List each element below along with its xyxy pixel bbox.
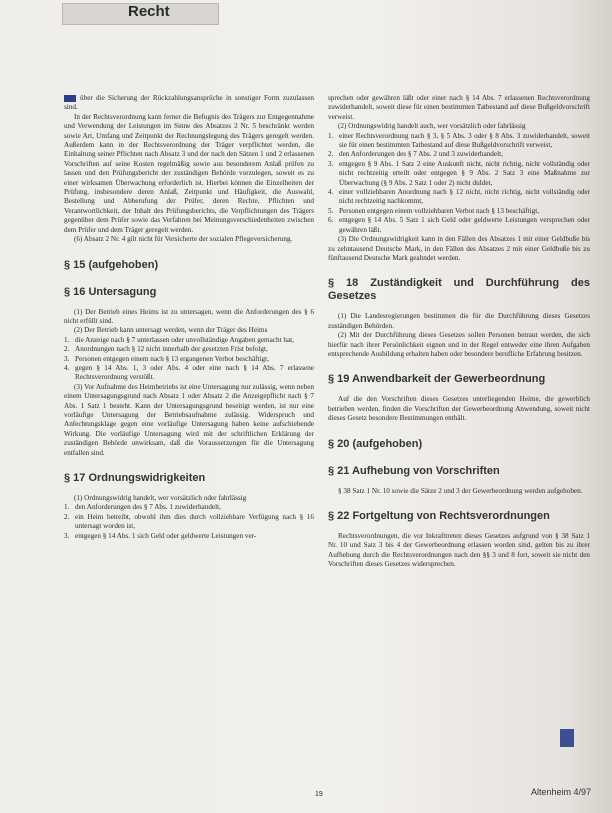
- paragraph: (3) Vor Aufnahme des Heimbetriebs ist eine Untersagung nur zulässig, wenn neben einem Untersagungsgrund nach Absatz 1 oder Absatz 2 die Anzeigepflicht nach § 7 Abs. 1 Satz 1 besteht. Kann der Untersagungsgrund beseitigt werden, ist nur eine vorläufige Untersagung der Betriebsaufnahme zulässig. Widerspruch und Anfechtungsklage gegen eine vorläufige Untersagung haben keine aufschiebende Wirkung. Die vorläufige Untersagung wird mit der schriftlichen Erklärung der zuständigen Behörde unwirksam, daß die Voraussetzungen für die Untersagung entfallen sind.: [64, 382, 314, 457]
- section-heading: § 18 Zuständigkeit und Durchführung des Gesetzes: [328, 277, 590, 303]
- section-heading: § 15 (aufgehoben): [64, 258, 159, 271]
- paragraph: (3) Die Ordnungswidrigkeit kann in den Fällen des Absatzes 1 mit einer Geldbuße bis zu zehntausend Deutsche Mark, in den Fällen des Absatzes 2 mit einer Geldbuße bis zu fünftausend Deutsche Mark geahndet werden.: [328, 235, 590, 262]
- paragraph: (1) Ordnungswidrig handelt, wer vorsätzlich oder fahrlässig: [74, 494, 247, 502]
- list-item: 1. den Anforderungen des § 7 Abs. 1 zuwiderhandelt,: [64, 503, 221, 512]
- paragraph: (6) Absatz 2 Nr. 4 gilt nicht für Versicherte der sozialen Pflegeversicherung.: [74, 235, 293, 244]
- magazine-footer: Altenheim 4/97: [531, 787, 592, 797]
- list-item: 3. Personen entgegen einem nach § 13 ergangenen Verbot beschäftigt,: [64, 354, 269, 363]
- list-item: 2. Anordnungen nach § 12 nicht innerhalb der gesetzten Frist befolgt,: [64, 345, 268, 354]
- page-edge-marker: [560, 729, 574, 747]
- paragraph: (2) Der Betrieb kann untersagt werden, wenn der Träger des Heims: [74, 326, 268, 335]
- list-item: 4. einer vollziehbaren Anordnung nach § 12 nicht, nicht richtig, nicht vollständig oder nicht rechtzeitig nachkommt,: [328, 188, 590, 206]
- paragraph: über die Sicherung der Rückzahlungsansprüche in sonstiger Form zuzulassen sind.: [64, 94, 314, 112]
- list-item: 5. Personen entgegen einem vollziehbaren Verbot nach § 13 beschäftigt,: [328, 206, 540, 215]
- list-item: 1. die Anzeige nach § 7 unterlassen oder unvollständige Angaben gemacht hat,: [64, 335, 294, 344]
- list-item: 6. entgegen § 14 Abs. 5 Satz 1 sich Geld oder geldwerte Leistungen versprechen oder gewähren läßt.: [328, 216, 590, 234]
- paragraph: (2) Mit der Durchführung dieses Gesetzes sollen Personen betraut werden, die sich hierfür nach ihrer Persönlichkeit eignen und in der Regel entweder eine ihren Aufgaben entsprechende Ausbildung erhalten haben oder besondere berufliche Erfahrung besitzen.: [328, 331, 590, 358]
- section-title: Recht: [128, 3, 170, 20]
- list-item: 1. einer Rechtsverordnung nach § 3, § 5 Abs. 3 oder § 8 Abs. 3 zuwiderhandelt, soweit sie für einen bestimmten Tatbestand auf diese Bußgeldvorschrift verweist,: [328, 131, 590, 150]
- section-heading: § 16 Untersagung: [64, 285, 157, 298]
- paragraph: Rechtsverordnungen, die vor Inkrafttreten dieses Gesetzes aufgrund von § 38 Satz 1 Nr. 10 und Satz 3 bis 4 der Gewerbeordnung erlassen worden sind, gelten bis zu ihrer Aufhebung durch die Rechtsverordnungen nach den §§ 3 und 8 fort, soweit sie nicht den Vorschriften dieses Gesetzes widersprechen.: [328, 531, 590, 569]
- paragraph: In der Rechtsverordnung kann ferner die Befugnis des Trägers zur Entgegennahme und Verwendung der Leistungen im Sinne des Absatzes 2 Nr. 5 beschränkt werden sowie Art, Umfang und Zeitpunkt der Rechnungslegung des Trägers geregelt werden. Außerdem kann in der Rechtsverordnung der Träger verpflichtet werden, die Einhaltung seiner Pflichten nach Absatz 3 und der nach den Sätzen 1 und 2 erlassenen Vorschriften auf seine Kosten regelmäßig sowie aus besonderem Anlaß prüfen zu lassen und den Prüfungsbericht der zuständigen Behörde vorzulegen, soweit es zu einer wirksamen Überwachung erforderlich ist. Hierbei können die Einzelheiten der Prüfung, insbesondere deren Anlaß, Zeitpunkt und Häufigkeit, die Auswahl, Bestellung und Abberufung der Prüfer, deren Rechte, Pflichten und Verantwortlichkeit, der Inhalt des Prüfungsberichts, die Verpflichtungen des Trägers gegenüber dem Prüfer sowie das Verfahren bei Meinungsverschiedenheiten zwischen dem Prüfer und dem Träger geregelt werden.: [64, 112, 314, 234]
- list-item: 4. gegen § 14 Abs. 1, 3 oder Abs. 4 oder eine nach § 14 Abs. 7 erlassene Rechtsverordnung verstößt.: [64, 363, 314, 382]
- section-heading: § 17 Ordnungswidrigkeiten: [64, 472, 206, 484]
- right-column: [328, 94, 590, 570]
- section-heading: § 22 Fortgeltung von Rechtsverordnungen: [328, 509, 550, 522]
- list-item: 2. den Anforderungen des § 7 Abs. 2 und 3 zuwiderhandelt,: [328, 150, 503, 159]
- section-marker-icon: [64, 95, 76, 102]
- paragraph: sprechen oder gewähren läßt oder einer nach § 14 Abs. 7 erlassenen Rechtsverordnung zuwiderhandelt, soweit diese für einen bestimmten Tatbestand auf diese Bußgeldvorschrift verweist.: [328, 94, 590, 121]
- section-heading: § 19 Anwendbarkeit der Gewerbeordnung: [328, 373, 546, 386]
- paragraph: § 38 Satz 1 Nr. 10 sowie die Sätze 2 und 3 der Gewerbeordnung werden aufgehoben.: [338, 486, 583, 495]
- section-heading: § 20 (aufgehoben): [328, 437, 423, 450]
- list-item: 3. entgegen § 9 Abs. 1 Satz 2 eine Auskunft nicht, nicht richtig, nicht vollständig oder nicht rechtzeitig erteilt oder entgegen § 9 Abs. 2 Satz 3 eine Maßnahme zur Überwachung (§ 9 Abs. 2 Satz 1 oder 2) nicht duldet,: [328, 159, 590, 187]
- left-column: [64, 94, 314, 541]
- list-item: 2. ein Heim betreibt, obwohl ihm dies durch vollziehbare Verfügung nach § 16 untersagt worden ist,: [64, 512, 314, 531]
- section-heading: § 21 Aufhebung von Vorschriften: [328, 464, 500, 477]
- paragraph: (1) Der Betrieb eines Heims ist zu untersagen, wenn die Anforderungen des § 6 nicht erfüllt sind.: [64, 307, 314, 325]
- paragraph: Auf die den Vorschriften dieses Gesetzes unterliegenden Heime, die gewerblich betrieben werden, finden die Vorschriften der Gewerbeordnung Anwendung, soweit nicht dieses Gesetz besondere Bestimmungen enthält.: [328, 395, 590, 423]
- list-item: 3. entgegen § 14 Abs. 1 sich Geld oder geldwerte Leistungen ver-: [64, 531, 257, 540]
- paragraph: (1) Die Landesregierungen bestimmen die für die Durchführung dieses Gesetzes zuständigen Behörden.: [328, 312, 590, 330]
- paragraph: (2) Ordnungswidrig handelt auch, wer vorsätzlich oder fahrlässig: [338, 122, 526, 131]
- page-number: 19: [315, 791, 323, 798]
